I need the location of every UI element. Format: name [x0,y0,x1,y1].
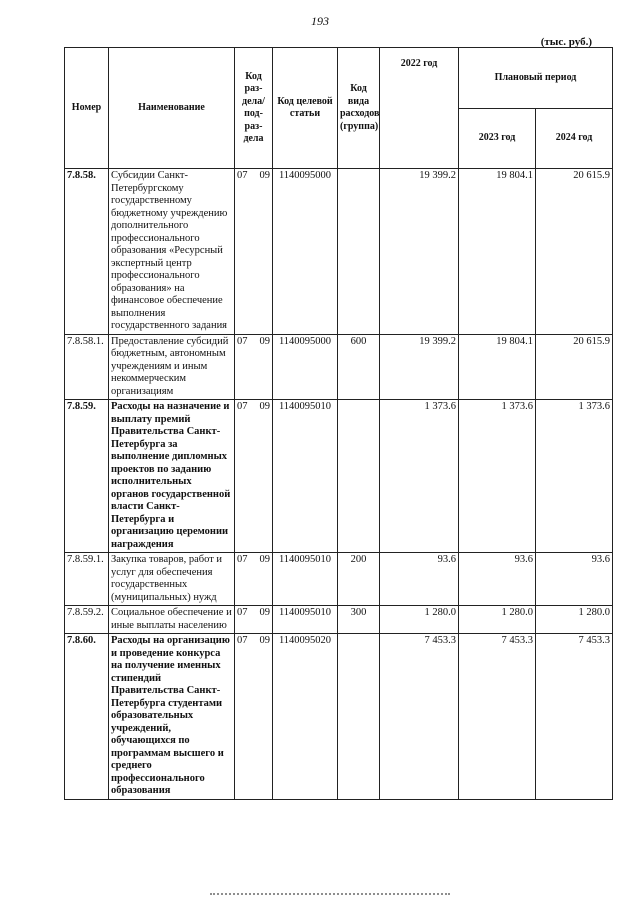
table-row [65,553,613,606]
row-section [235,334,273,400]
row-number: 7.8.59.1. [65,553,109,606]
row-2023: 19 804.1 [459,169,536,335]
row-section-code: 07 [237,335,248,347]
row-2023: 1 373.6 [459,400,536,553]
row-target: 1140095010 [273,606,338,634]
header-group: Код вида расходов (группа) [338,48,380,169]
units-label: (тыс. руб.) [540,36,592,48]
row-2024: 20 615.9 [536,334,613,400]
header-2023: 2023 год [459,108,536,169]
header-name: Наименование [109,48,235,169]
row-group [338,169,380,335]
row-target: 1140095010 [273,553,338,606]
row-2023: 1 280.0 [459,606,536,634]
row-2022: 1 280.0 [380,606,459,634]
row-group [338,634,380,800]
row-2024: 20 615.9 [536,169,613,335]
header-plan-period: Плановый период [459,48,613,109]
row-section-code: 07 [237,635,248,646]
row-subsection-code: 09 [259,554,270,565]
row-2024: 93.6 [536,553,613,606]
row-subsection-code: 09 [259,335,270,347]
row-group: 200 [338,553,380,606]
row-2022: 19 399.2 [380,169,459,335]
page-number: 193 [311,14,329,28]
row-section [235,553,273,606]
row-2022: 1 373.6 [380,400,459,553]
header-2022: 2022 год [380,48,459,169]
row-section-code: 07 [237,554,248,565]
row-2024: 1 373.6 [536,400,613,553]
row-section-code: 07 [237,170,248,181]
row-2023: 93.6 [459,553,536,606]
row-2023: 19 804.1 [459,334,536,400]
scan-artifact [210,893,450,899]
row-number: 7.8.58. [65,169,109,335]
row-section-code: 07 [237,607,248,618]
row-name: Закупка товаров, работ и услуг для обеспечения государственных (муниципальных) нужд [109,553,235,606]
row-subsection-code: 09 [259,401,270,412]
table-row [65,334,613,400]
row-section [235,400,273,553]
row-number: 7.8.59.2. [65,606,109,634]
row-name: Расходы на организацию и проведение конкурса на получение именных стипендий Правительства Санкт-Петербурга студентами образовательных учреждений, обучающихся по программам высшего и среднего профессионального образования [109,634,235,800]
header-target: Код целевой статьи [273,48,338,169]
row-2023: 7 453.3 [459,634,536,800]
row-name: Субсидии Санкт-Петербургскому государственному бюджетному учреждению дополнительного профессионального образования «Ресурсный экспертный центр профессионального образования» на финансовое обеспечение выполнения государственного задания [109,169,235,335]
row-subsection-code: 09 [259,635,270,646]
row-name: Предоставление субсидий бюджетным, автономным учреждениям и иным некоммерческим организациям [109,334,235,400]
table-row [65,606,613,634]
table-row [65,634,613,800]
row-section [235,634,273,800]
row-target: 1140095000 [273,334,338,400]
row-2022: 7 453.3 [380,634,459,800]
header-number: Номер [65,48,109,169]
row-2024: 1 280.0 [536,606,613,634]
row-section-code: 07 [237,401,248,412]
row-2024: 7 453.3 [536,634,613,800]
row-number: 7.8.58.1. [65,334,109,400]
table-row [65,169,613,335]
row-group [338,400,380,553]
row-target: 1140095010 [273,400,338,553]
row-2022: 19 399.2 [380,334,459,400]
row-name: Социальное обеспечение и иные выплаты населению [109,606,235,634]
row-subsection-code: 09 [259,607,270,618]
row-number: 7.8.59. [65,400,109,553]
row-number: 7.8.60. [65,634,109,800]
row-group: 600 [338,334,380,400]
row-target: 1140095000 [273,169,338,335]
row-target: 1140095020 [273,634,338,800]
table-row [65,400,613,553]
row-section [235,169,273,335]
row-group: 300 [338,606,380,634]
header-section: Код раз-дела/ под-раз-дела [235,48,273,169]
row-name: Расходы на назначение и выплату премий Правительства Санкт-Петербурга за выполнение дипломных проектов по заданию исполнительных органов государственной власти Санкт-Петербурга и организацию церемонии награждения [109,400,235,553]
row-section [235,606,273,634]
row-subsection-code: 09 [259,170,270,181]
budget-table [64,47,613,800]
header-2024: 2024 год [536,108,613,169]
row-2022: 93.6 [380,553,459,606]
